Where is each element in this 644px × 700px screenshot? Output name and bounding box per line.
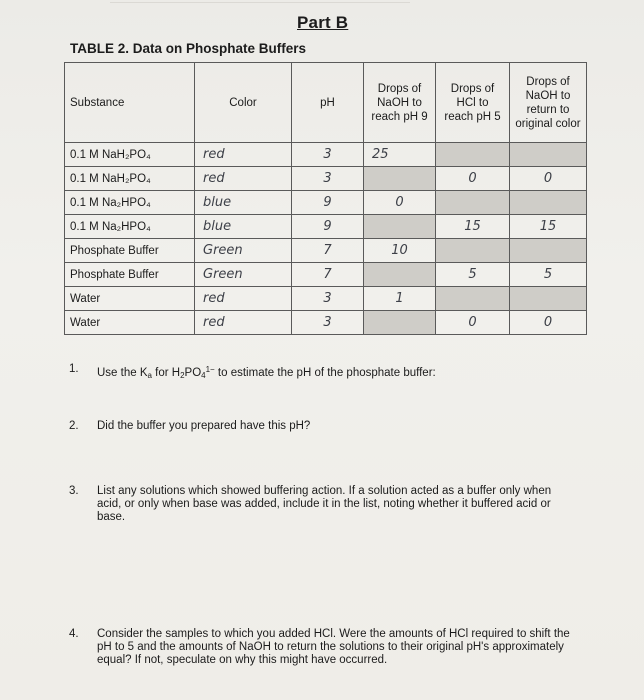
cell-substance: 0.1 M NaH₂PO₄ — [65, 167, 195, 191]
cell-hcl-ph5: 0 — [436, 311, 510, 335]
cell-color: red — [195, 287, 292, 311]
cell-naoh-return: 15 — [510, 215, 587, 239]
cell-hcl-ph5-shaded — [436, 239, 510, 263]
phosphate-buffer-table — [64, 62, 587, 335]
table-row — [65, 263, 587, 287]
cell-naoh-ph9: 1 — [364, 287, 436, 311]
cell-substance: Water — [65, 311, 195, 335]
cell-naoh-ph9: 10 — [364, 239, 436, 263]
cell-naoh-ph9-shaded — [364, 215, 436, 239]
table-row — [65, 215, 587, 239]
cell-substance: Water — [65, 287, 195, 311]
cell-naoh-ph9-shaded — [364, 263, 436, 287]
table-row — [65, 287, 587, 311]
cell-naoh-return: 0 — [510, 311, 587, 335]
cell-naoh-return-shaded — [510, 287, 587, 311]
cell-hcl-ph5-shaded — [436, 287, 510, 311]
cell-hcl-ph5-shaded — [436, 191, 510, 215]
cell-color: Green — [195, 263, 292, 287]
cell-naoh-return-shaded — [510, 239, 587, 263]
question-number: 2. — [69, 420, 79, 432]
cell-hcl-ph5: 0 — [436, 167, 510, 191]
question-text: List any solutions which showed buffering action. If a solution acted as a buffer only when acid, or only when base was added, include it in the list, noting whether it buffered acid or base. — [97, 485, 552, 523]
table-row — [65, 311, 587, 335]
cell-hcl-ph5-shaded — [436, 143, 510, 167]
question-number: 1. — [69, 363, 79, 375]
cell-hcl-ph5: 5 — [436, 263, 510, 287]
cell-ph: 9 — [292, 191, 364, 215]
cell-naoh-ph9: 25 — [364, 143, 436, 167]
cell-substance: 0.1 M Na₂HPO₄ — [65, 191, 195, 215]
table-row — [65, 191, 587, 215]
cell-color: red — [195, 311, 292, 335]
cell-ph: 9 — [292, 215, 364, 239]
cell-naoh-ph9-shaded — [364, 311, 436, 335]
cell-naoh-return: 0 — [510, 167, 587, 191]
cell-naoh-ph9-shaded — [364, 167, 436, 191]
cell-color: red — [195, 143, 292, 167]
cell-ph: 3 — [292, 143, 364, 167]
cell-ph: 3 — [292, 311, 364, 335]
header-naoh-return: Drops of NaOH to return to original color — [510, 63, 587, 143]
part-title: Part B — [297, 13, 349, 32]
cell-substance: Phosphate Buffer — [65, 239, 195, 263]
cell-substance: 0.1 M NaH₂PO₄ — [65, 143, 195, 167]
cell-hcl-ph5: 15 — [436, 215, 510, 239]
cell-substance: Phosphate Buffer — [65, 263, 195, 287]
question-number: 4. — [69, 628, 79, 640]
question-text: Consider the samples to which you added HCl. Were the amounts of HCl required to shift the pH to 5 and the amounts of NaOH to return the solutions to their original pH's approximately equal? If not, speculate on why this might have occurred. — [97, 628, 570, 666]
cell-ph: 7 — [292, 263, 364, 287]
cell-ph: 3 — [292, 287, 364, 311]
cell-ph: 7 — [292, 239, 364, 263]
question-number: 3. — [69, 485, 79, 497]
cell-color: red — [195, 167, 292, 191]
table-row — [65, 167, 587, 191]
table-row — [65, 143, 587, 167]
header-naoh-ph9: Drops of NaOH to reach pH 9 — [364, 63, 436, 143]
question-text: Use the $K_a$ for $H_2PO_4^{1-}$ to estimate the pH of the phosphate buffer: — [97, 365, 436, 380]
question-text: Did the buffer you prepared have this pH? — [97, 420, 311, 432]
table-title: TABLE 2. Data on Phosphate Buffers — [70, 41, 307, 56]
cell-color: blue — [195, 191, 292, 215]
cell-naoh-return: 5 — [510, 263, 587, 287]
cell-substance: 0.1 M Na₂HPO₄ — [65, 215, 195, 239]
table-header-row — [65, 63, 587, 143]
header-color: Color — [195, 63, 292, 143]
cell-naoh-return-shaded — [510, 191, 587, 215]
cell-color: blue — [195, 215, 292, 239]
table-row — [65, 239, 587, 263]
cell-ph: 3 — [292, 167, 364, 191]
cell-naoh-ph9: 0 — [364, 191, 436, 215]
header-substance: Substance — [65, 63, 195, 143]
header-ph: pH — [292, 63, 364, 143]
cell-naoh-return-shaded — [510, 143, 587, 167]
header-hcl-ph5: Drops of HCl to reach pH 5 — [436, 63, 510, 143]
cell-color: Green — [195, 239, 292, 263]
page-edge-line — [110, 2, 410, 15]
